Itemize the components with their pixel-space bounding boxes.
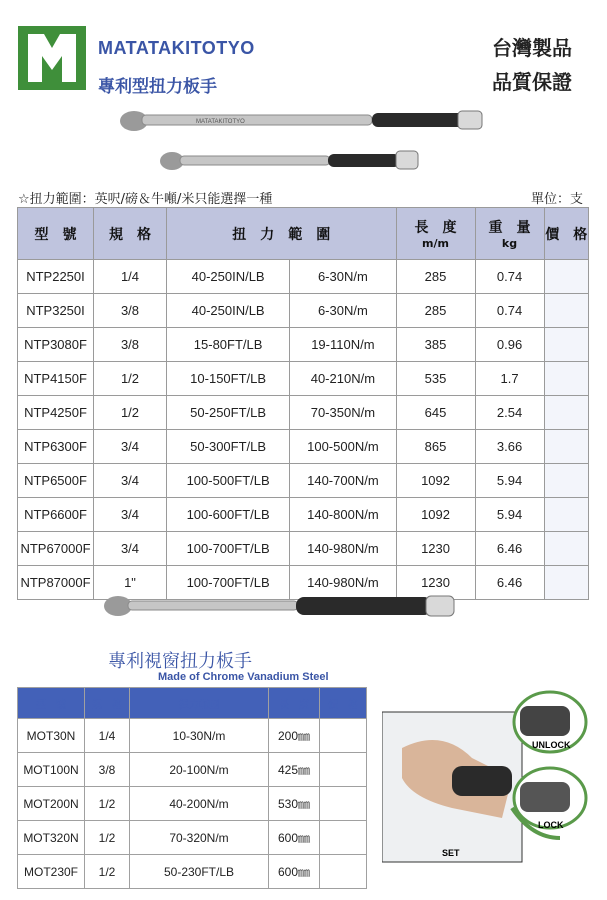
cell-model: NTP4250F (18, 396, 94, 430)
header-length (396, 208, 475, 260)
cell-length: 1092 (396, 498, 475, 532)
cell-model: MOT100N (18, 753, 85, 787)
cell-length: 285 (396, 294, 475, 328)
cell-length: 645 (396, 396, 475, 430)
cell-weight: 0.96 (475, 328, 544, 362)
cell-weight: 5.94 (475, 464, 544, 498)
cell-model: NTP3080F (18, 328, 94, 362)
cell-price (544, 260, 588, 294)
cell-size: 1/2 (94, 396, 167, 430)
cell-range-imperial: 40-250IN/LB (167, 294, 290, 328)
large-wrench-image (120, 111, 482, 131)
torque-wrench-spec-table (17, 207, 589, 600)
cell-model: MOT200N (18, 787, 85, 821)
table-row (18, 532, 589, 566)
window-wrench-title: 專利視窗扭力板手 (108, 651, 252, 672)
brand-logo (18, 26, 86, 90)
cell-range-metric: 70-350N/m (290, 396, 396, 430)
cell-weight: 6.46 (475, 532, 544, 566)
cell-range-imperial: 50-250FT/LB (167, 396, 290, 430)
cell-range-metric: 140-980N/m (290, 532, 396, 566)
cell-price (544, 498, 588, 532)
table-row (18, 464, 589, 498)
cell-size: 3/8 (85, 753, 130, 787)
header-weight (475, 208, 544, 260)
header-length: 長 度 (269, 688, 320, 719)
cell-size: 3/4 (94, 464, 167, 498)
cell-length: 285 (396, 260, 475, 294)
cell-price (320, 855, 367, 889)
torque-range-note: ☆扭力範圍：英呎/磅＆牛噸/米只能選擇一種 (18, 192, 273, 207)
made-in-badge (492, 31, 572, 99)
cell-model: NTP4150F (18, 362, 94, 396)
small-wrench-image (160, 151, 418, 170)
header-torque-range: 扭 力 範 圍 (167, 208, 397, 260)
cell-model: NTP67000F (18, 532, 94, 566)
table-row (18, 396, 589, 430)
cell-range-imperial: 100-600FT/LB (167, 498, 290, 532)
cell-range: 40-200N/m (130, 787, 269, 821)
wrench-marking: MATATAKITOTYO (196, 119, 245, 125)
cell-model: NTP6600F (18, 498, 94, 532)
cell-model: NTP3250I (18, 294, 94, 328)
header-size: 規 格 (94, 208, 167, 260)
cell-size: 1/2 (85, 821, 130, 855)
header-length-unit: m/m (422, 237, 449, 250)
material-note: Made of Chrome Vanadium Steel (158, 671, 329, 683)
cell-price (320, 753, 367, 787)
cell-size: 1/4 (85, 719, 130, 753)
header-price: 價 格 (320, 688, 367, 719)
table-header-row (18, 688, 367, 719)
made-in-label: 台灣製品 (492, 36, 572, 60)
table-row (18, 328, 589, 362)
cell-weight: 5.94 (475, 498, 544, 532)
set-lock-photo (382, 688, 600, 888)
cell-range-imperial: 100-500FT/LB (167, 464, 290, 498)
table-row (18, 753, 367, 787)
cell-length: 535 (396, 362, 475, 396)
table-row (18, 498, 589, 532)
header-size: 規 格 (85, 688, 130, 719)
table-row (18, 719, 367, 753)
cell-length: 600㎜ (269, 855, 320, 889)
cell-range-imperial: 50-300FT/LB (167, 430, 290, 464)
cell-price (320, 719, 367, 753)
cell-price (544, 566, 588, 600)
header-torque-range: 扭力範圍 (130, 688, 269, 719)
cell-range-metric: 40-210N/m (290, 362, 396, 396)
cell-size: 3/4 (94, 498, 167, 532)
table-row (18, 821, 367, 855)
cell-model: NTP6300F (18, 430, 94, 464)
cell-range-imperial: 10-150FT/LB (167, 362, 290, 396)
cell-range: 10-30N/m (130, 719, 269, 753)
cell-price (544, 464, 588, 498)
cell-size: 3/4 (94, 532, 167, 566)
cell-model: MOT320N (18, 821, 85, 855)
table-header-row (18, 208, 589, 260)
cell-size: 3/4 (94, 430, 167, 464)
cell-model: NTP6500F (18, 464, 94, 498)
unlock-label: UNLOCK (532, 740, 571, 750)
cell-range: 20-100N/m (130, 753, 269, 787)
cell-weight: 1.7 (475, 362, 544, 396)
lock-label: LOCK (538, 820, 564, 830)
cell-price (544, 532, 588, 566)
cell-range-imperial: 15-80FT/LB (167, 328, 290, 362)
cell-weight: 0.74 (475, 260, 544, 294)
cell-length: 530㎜ (269, 787, 320, 821)
page-subtitle: 專利型扭力板手 (98, 77, 217, 97)
cell-length: 1230 (396, 532, 475, 566)
cell-range-imperial: 100-700FT/LB (167, 532, 290, 566)
table-row (18, 430, 589, 464)
cell-model: NTP2250I (18, 260, 94, 294)
cell-size: 1/2 (85, 855, 130, 889)
cell-range: 70-320N/m (130, 821, 269, 855)
table-row (18, 294, 589, 328)
cell-range-metric: 140-800N/m (290, 498, 396, 532)
cell-weight: 2.54 (475, 396, 544, 430)
brand-name: MATATAKITOTYO (98, 38, 255, 58)
cell-length: 1092 (396, 464, 475, 498)
cell-weight: 0.74 (475, 294, 544, 328)
table-row (18, 260, 589, 294)
cell-price (544, 328, 588, 362)
unit-label: 單位：支 (531, 192, 584, 207)
header-price: 價 格 (544, 208, 588, 260)
cell-range-metric: 100-500N/m (290, 430, 396, 464)
cell-length: 425㎜ (269, 753, 320, 787)
cell-size: 1/4 (94, 260, 167, 294)
table-row (18, 787, 367, 821)
quality-label: 品質保證 (492, 70, 572, 94)
header-weight-unit: kg (501, 237, 518, 250)
cell-model: MOT30N (18, 719, 85, 753)
cell-length: 600㎜ (269, 821, 320, 855)
table-row (18, 855, 367, 889)
cell-weight: 6.46 (475, 566, 544, 600)
header-model: 型 號 (18, 688, 85, 719)
table-row (18, 362, 589, 396)
cell-range-metric: 140-980N/m (290, 566, 396, 600)
cell-price (544, 396, 588, 430)
cell-range-imperial: 40-250IN/LB (167, 260, 290, 294)
cell-size: 1" (94, 566, 167, 600)
set-label: SET (442, 848, 460, 858)
header-weight-label: 重 量 (488, 220, 531, 236)
cell-range-imperial: 100-700FT/LB (167, 566, 290, 600)
window-wrench-spec-table (17, 687, 367, 889)
cell-price (544, 430, 588, 464)
cell-length: 1230 (396, 566, 475, 600)
cell-range-metric: 6-30N/m (290, 294, 396, 328)
cell-range-metric: 140-700N/m (290, 464, 396, 498)
cell-size: 3/8 (94, 328, 167, 362)
cell-size: 3/8 (94, 294, 167, 328)
cell-size: 1/2 (85, 787, 130, 821)
cell-length: 200㎜ (269, 719, 320, 753)
window-wrench-image (98, 592, 478, 626)
cell-length: 385 (396, 328, 475, 362)
header-model: 型 號 (18, 208, 94, 260)
cell-model: NTP87000F (18, 566, 94, 600)
cell-range-metric: 19-110N/m (290, 328, 396, 362)
cell-price (320, 821, 367, 855)
cell-range-metric: 6-30N/m (290, 260, 396, 294)
cell-length: 865 (396, 430, 475, 464)
cell-model: MOT230F (18, 855, 85, 889)
torque-wrench-images (110, 105, 490, 187)
cell-range: 50-230FT/LB (130, 855, 269, 889)
cell-price (544, 294, 588, 328)
cell-weight: 3.66 (475, 430, 544, 464)
cell-price (544, 362, 588, 396)
cell-price (320, 787, 367, 821)
header-length-label: 長 度 (414, 220, 457, 236)
cell-size: 1/2 (94, 362, 167, 396)
